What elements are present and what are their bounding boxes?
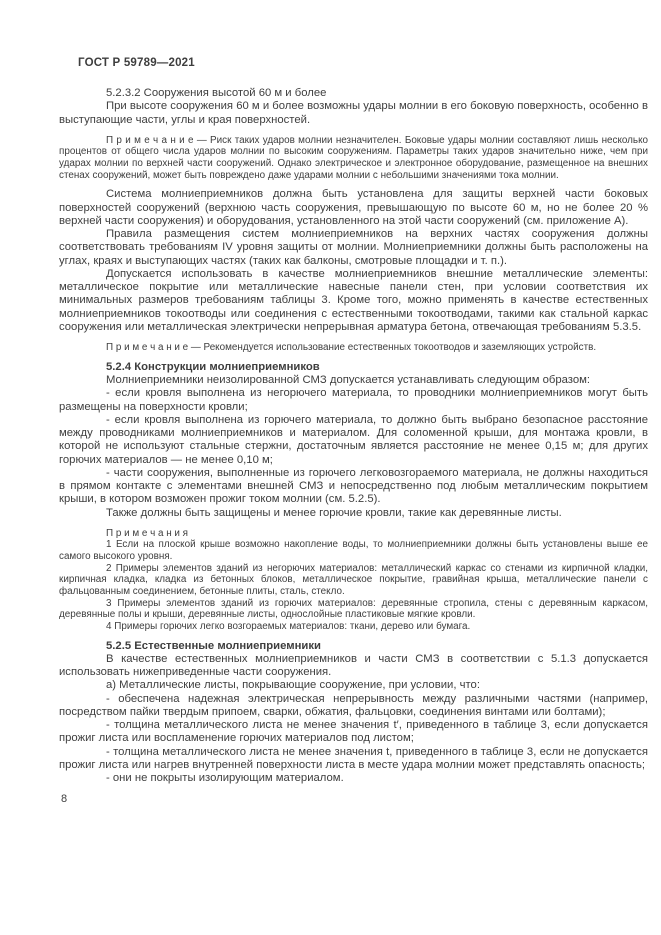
paragraph: Система молниеприемников должна быть установлена для защиты верхней части боковых поверхностей сооружений (верхнюю часть сооружения, превышающую по высоте 60 м, но не более 20 % верхней части сооружения) и оборудования, установленного на этой части сооружений (см. приложение А). [59,188,648,227]
note: П р и м е ч а н и е — Риск таких ударов молнии незначителен. Боковые удары молнии составляют лишь несколько процентов от общего числа ударов молнии по высоким сооружениям. Параметры таких ударов значительно ниже, чем при ударах молнии по верхней части сооружений. Однако электрическое и электронное оборудование, размещенное на внешних стенах сооружений, может быть повреждено даже ударами молнии с небольшими значениями тока молнии. [59,134,648,181]
section-heading: 5.2.5 Естественные молниеприемники [106,639,321,652]
document-content [59,87,648,785]
notes-block [59,528,648,633]
document-header: ГОСТ Р 59789—2021 [78,57,195,69]
paragraph: Допускается использовать в качестве молниеприемников внешние металлические элементы: металлическое покрытие или металлические навесные панели стен, при условии соответствия их минимальных размеров требованиям таблицы 3. Кроме того, можно применять в качестве естественных молниеприемников токоотводы или соединения с естественными токоотводами, такими как стальной каркас сооружения или металлическая электрически непрерывная арматура бетона, отвечающая требованиям 5.3.5. [59,267,648,333]
note-item: 4 Примеры горючих легко возгораемых материалов: ткани, дерево или бумага. [106,621,471,633]
paragraph: - если кровля выполнена из негорючего материала, то проводники молниеприемников могут быть размещены на поверхности кровли; [59,387,648,413]
note: П р и м е ч а н и е — Рекомендуется использование естественных токоотводов и заземляющих устройств. [106,342,597,354]
paragraph: Молниеприемники неизолированной СМЗ допускается устанавливать следующим образом: [106,374,591,387]
paragraph: - части сооружения, выполненные из горючего легковозгораемого материала, не должны находиться в прямом контакте с элементами внешней СМЗ и непосредственно под любым металлическим покрытием крыши, в котором возможен прожиг током молнии (см. 5.2.5). [59,466,648,506]
section-subheading: 5.2.3.2 Сооружения высотой 60 м и более [106,87,327,99]
paragraph: - они не покрыты изолирующим материалом. [106,772,344,785]
paragraph: - толщина металлического листа не менее значения t, приведенного в таблице 3, если не допускается прожиг листа или нагрев внутренней поверхности листа в месте удара молнии может представлять опасность; [59,745,648,771]
paragraph: При высоте сооружения 60 м и более возможны удары молнии в его боковую поверхность, особенно в выступающие части, углы и края поверхностей. [59,100,648,126]
paragraph: Также должны быть защищены и менее горючие кровли, такие как деревянные листы. [106,506,562,519]
paragraph: а) Металлические листы, покрывающие сооружение, при условии, что: [106,679,480,692]
section-heading: 5.2.4 Конструкции молниеприемников [106,360,320,373]
paragraph: Правила размещения систем молниеприемников на верхних частях сооружения должны соответствовать требованиям IV уровня защиты от молнии. Молниеприемники должны быть расположены на углах, краях и выступающих частях (таких как балконы, смотровые площадки и т. п.). [59,228,648,267]
paragraph: - обеспечена надежная электрическая непрерывность между различными частями (например, посредством пайки твердым припоем, сварки, обжатия, фальцовки, соединения винтами или болтами); [59,692,648,718]
page-number: 8 [61,793,68,806]
note-item: 1 Если на плоской крыше возможно накопление воды, то молниеприемники должны быть установлены выше ее самого высокого уровня. [59,539,648,563]
paragraph: В качестве естественных молниеприемников и части СМЗ в соответствии с 5.1.3 допускается использовать нижеприведенные части сооружения. [59,652,648,679]
paragraph: - если кровля выполнена из горючего материала, то должно быть выбрано безопасное расстояние между проводниками молниеприемников и материалом. Для соломенной крыши, для монтажа кровли, в которой не используют стальные стержни, достаточным является расстояние не менее 0,15 м; для других горючих материалов — не менее 0,10 м; [59,413,648,466]
note-item: 3 Примеры элементов зданий из горючих материалов: деревянные стропила, стены с деревянным каркасом, деревянные полы и крыши, деревянные листы, однослойные пластиковые мягкие кровли. [59,597,648,621]
notes-title: П р и м е ч а н и я [106,527,189,539]
note-item: 2 Примеры элементов зданий из негорючих материалов: металлический каркас со стенами из кирпичной кладки, кирпичная кладка, кладка из бетонных блоков, металлическое покрытие, гравийная крыша, металлические панели с фальцованным соединением, бетонные плиты, сталь, стекло. [59,562,648,598]
paragraph: - толщина металлического листа не менее значения t′, приведенного в таблице 3, если допускается прожиг листа или воспламенение горючих материалов под листом; [59,719,648,745]
